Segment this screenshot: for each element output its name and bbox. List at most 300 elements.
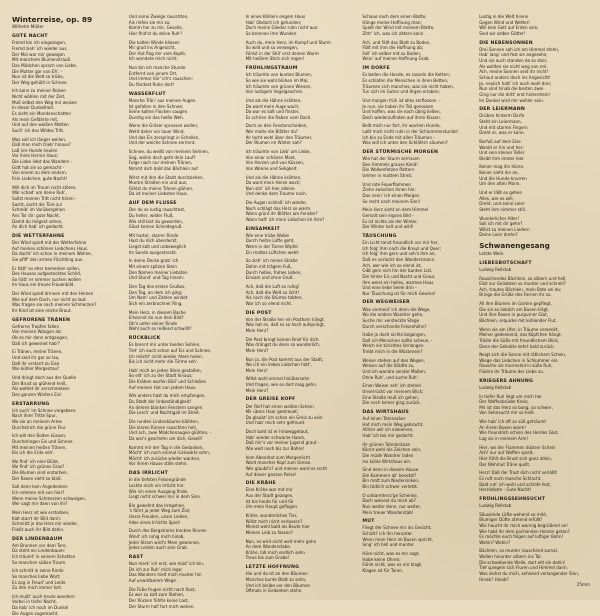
lyric-line: Oftmals in Gedanken stehn. (245, 588, 303, 594)
lyric-line: Habe keine Ohren; (362, 556, 401, 562)
lyric-line: Ei Tränen, meine Tränen, (12, 349, 63, 355)
lyric-line: Daß ich geweinet hab'? (12, 340, 60, 346)
lyric-line: Und er läßt es gehen (479, 190, 523, 195)
lyric-line: Ich träumte von grünen Wiesen, (245, 83, 312, 89)
lyric-line: Die Augen schließ' ich wieder, (245, 200, 308, 206)
lyric-line: Wer glaubt's? und meiner ward es nicht (245, 465, 328, 471)
lyric-line: An dem Wanderstabe. (245, 544, 292, 550)
lyric-line: Fremd bin ich eingezogen, (12, 40, 67, 46)
lyric-line: Fühlst du meine Tränen glühen, (128, 185, 194, 191)
lyric-line: Durchdringen Eis und Schnee (12, 438, 73, 444)
lyric-line: So wie sie wohl blühen im Mai; (245, 77, 309, 83)
lyric-line: Schmilzt je das Herz mir wieder, (12, 521, 79, 527)
lyric-line: So manches liebe Wort; (12, 573, 61, 579)
lyric-line: Erkennst du nun dein Bild? (128, 315, 184, 321)
lyric-line: Ihr grünen Totenkränze (362, 441, 410, 447)
lyric-line: Gegen Wind und Wetter! (479, 19, 530, 25)
lyric-line: Ging nur die dritt' erst hinterdrein! (479, 91, 551, 97)
lyric-line: Tret' ich auch schon auf Eis und Schnee, (128, 347, 212, 353)
lyric-line: Des ganzen Winters Eis! (12, 391, 62, 397)
lyric-line: So hätt' er nimmer suchen wollen (12, 276, 82, 282)
lyric-line: Schnee, du weißt von meinem Sehnen, (128, 148, 210, 154)
lyric-line: Mit meinen heißen Tränen, (12, 444, 67, 450)
lyric-line: Durstig ein das heiße Weh. (128, 114, 184, 120)
lyric-line: Die schwebende Welle, dort eilt sie dahin! (479, 559, 566, 565)
lyric-line: Doch bald ist er hinweggetaut, (245, 429, 309, 435)
lyric-line: Der Winter kalt und wild! (362, 224, 414, 230)
lyric-line: Fein Liebchen, gute Nacht! (12, 176, 68, 182)
lyric-line: Muntre Straßen ein und aus; (128, 180, 188, 186)
lyric-line: Wenn die Gräser sprossen wollen, (128, 123, 199, 129)
lyric-line: Als wolltet ihr zerschmelzen (12, 386, 70, 392)
lyric-line: Treue bis zum Grabe! (245, 555, 290, 561)
lyric-line: Folge nach nur meinen Tränen, (128, 160, 193, 166)
lyric-line: O unbarmherz'ge Schenke, (362, 492, 418, 498)
lyric-line: Um Nam' und Zahlen windet (128, 295, 188, 301)
lyric-line: Wie haucht ihr mich wonnig begrüßend an! (479, 522, 568, 528)
lyric-line: Ziehn zwischen ihnen hin: (362, 187, 416, 193)
lyric-line: Den Tag, an dem ich ging; (128, 289, 183, 295)
song-title: GEFRORENE TRÄNEN (12, 317, 71, 323)
lyric-line: Mein Herz? (245, 387, 269, 393)
lyric-line: Was hat es, daß es so hoch aufspringt, (245, 322, 325, 328)
lyric-line: Im Haus ein treues Frauenbild. (12, 282, 75, 288)
lyric-line: So manchen süßen Traum. (12, 559, 67, 565)
lyric-line: Am Brunnen vor dem Tore, (12, 542, 67, 548)
song-title: FRÜHLINGSSEHNSUCHT (479, 496, 546, 502)
lyric-line: Tröste die Süße mit freundlichem Blick, (479, 337, 560, 343)
lyric-line: Der Mai war mir gewogen (12, 51, 65, 57)
lyric-line: Bis ich die Erde seh'. (12, 450, 55, 456)
lyric-line: Unsre Freuden, unsre Leiden, (128, 514, 189, 520)
lyric-line: Der Wind spielt mit der Wetterfahne (12, 239, 87, 245)
lyric-line: Nun weiter denn, nur weiter, (362, 503, 422, 509)
lyric-line: Willst wohl einmal hinübersehn (245, 376, 310, 382)
lyric-line: Laßt mich nicht ruhn in der Schlummerstunde! (362, 129, 459, 135)
lyric-line: Bis ich nicht mehr die Türme seh'. (128, 359, 199, 365)
lyric-line: Hab' wieder schwarze Haare, (245, 434, 306, 440)
lyric-line: Wie hab' ich oft so süß geträumt (479, 419, 546, 425)
lyric-line: Mein Herz sieht an dem Himmel (362, 207, 429, 213)
lyric-line: Möcht' ich noch einmal rückwärts sehn, (128, 450, 211, 456)
lyric-line: Bellt mich nur fort, ihr wachen Hunde, (362, 123, 441, 129)
lyric-line: So recht nach meinem Sinn! (362, 198, 421, 204)
lyric-line: Da ich zur Ruh' mich lege; (128, 566, 183, 572)
lyric-line: Die Augen zugemacht. (12, 610, 59, 616)
lyric-line: Hab' lang' und fest sie angesehn; (479, 52, 548, 58)
lyric-line: Mein Herz? (245, 347, 269, 353)
lyric-line: Von lustigem Vogelgeschrei. (245, 89, 304, 95)
lyric-line: Doch an den Fensterscheiben, (245, 123, 308, 129)
song-title: DER LINDENBAUM (12, 536, 63, 542)
lyric-line: Ihm weist ein helles, warmes Haus (362, 279, 434, 285)
lyric-line: Hab' mich an jeden Stein gestoßen, (128, 367, 202, 373)
lyric-line: Ach, meine Sonnen seid ihr nicht! (479, 69, 549, 75)
lyric-line: Durch des Bergstroms trockne Rinnen (128, 528, 207, 534)
lyric-line: So eilt' ich zu der Stadt hinaus; (128, 373, 193, 379)
lyric-line: Auf meinen Hut von jedem Haus. (128, 384, 197, 390)
lyric-line: Ans Tor dir: gute Nacht, (12, 212, 61, 218)
lyric-line: Durch heitre Lüfte geht, (245, 238, 295, 244)
lyric-line: Flüstre ihr Träume der Liebe zu. (479, 369, 545, 375)
lyric-line: Die hinter Eis und Nacht und Graus (362, 273, 435, 279)
lyric-line: Spielt der Wind mit meinem Blatte, (362, 25, 435, 31)
lyric-line: Die Lerch' und Nachtigall im Streit. (128, 410, 201, 416)
lyric-line: Aus der Stadt gezogen, (245, 493, 294, 499)
lyric-line: Vor ihrem Hause stille stehn. (128, 461, 188, 467)
lyric-line: Was will ich unter den Schläfern säumen? (362, 140, 448, 146)
lyric-line: Lag sie in meinem Arm! (479, 436, 529, 442)
lyric-line: Die Krähen warfen Bäll' und Schloßen (128, 379, 207, 385)
lyric-line: Auf dieser ganzen Reise! (245, 471, 297, 477)
lyric-line: Einsam und ohne Gruß. (245, 275, 294, 281)
song-title: DIE NEBENSONNEN (479, 40, 533, 46)
column-2 (128, 14, 240, 609)
lyric-line: In tiefer Ruh liegt um mich her (479, 393, 542, 399)
column-3 (245, 14, 357, 594)
lyric-line: Mein treuer Wanderstab! (362, 509, 414, 515)
lyric-line: Weht daher ein lauer Wind, (128, 129, 185, 135)
lyric-line: Mir grad ins Angesicht, (128, 45, 176, 51)
lyric-line: Ich träumt' in seinem Schatten (12, 553, 76, 559)
lyric-line: So zieh' ich meine Straße (245, 258, 298, 264)
lyric-line: Da dacht' ich schon in meinem Wahne, (12, 251, 92, 257)
lyric-line: Als mein Gefährte mit, (12, 116, 59, 122)
lyric-line: Bin tödlich schwer verletzt. (362, 484, 419, 490)
lyric-line: Dahin mit trägem Fuß, (245, 264, 292, 270)
lyric-line: Suche mir versteckte Stege (362, 317, 420, 323)
lyric-line: Dreht, und seine Leier (479, 201, 525, 207)
lyric-line: Wie weit noch bis zur Bahre! (245, 446, 305, 452)
lyric-line: Noch schlägt das Herz so warm. (245, 205, 312, 211)
lyric-line: Das Mädchen sprach von Liebe, (12, 62, 78, 68)
lyric-line: Der du so lustig rauschtest, (128, 207, 186, 213)
lyric-line: Da ward mein Auge wach; (245, 103, 300, 109)
lyric-line: Eine Straße muß ich gehen, (362, 394, 420, 400)
lyric-line: Neigt sich die Sonne mit rötlichem Schein, (479, 352, 567, 358)
lyric-line: Ludwig Rellstab (479, 266, 512, 272)
lyric-line: Und fragen, wie es dort mag gehn, (245, 382, 317, 388)
lyric-line: Und auf den weißen Matten (12, 122, 69, 128)
song-title: DIE WETTERFAHNE (12, 233, 65, 239)
lyric-line: Auch du, mein Herz, im Kampf und Sturm (245, 39, 331, 45)
lyric-line: Und denke dem Traume nach. (245, 191, 307, 197)
lyric-line: Ich schnitt in seine Rinde (12, 568, 64, 574)
song-title: DIE KRÄHE (245, 481, 276, 487)
lyric-line: Gott hat sie so gemacht - (12, 164, 65, 170)
lyric-line: Die Blumen sind erstorben, (12, 470, 68, 476)
lyric-line: Durch helles, frohes Leben, (245, 269, 302, 275)
lyric-line: Und rote Feuerflammen (362, 181, 412, 187)
lyric-line: Der Reif hat einen weißen Schein (245, 403, 314, 409)
lyric-line: Sing' ich hell und munter. (362, 542, 415, 548)
lyric-line: Ludwig Rellstab (479, 384, 512, 390)
lyric-line: Der Waffenbrüder Kreis; (479, 399, 529, 405)
song-title: MUT (362, 519, 375, 525)
song-title: DAS WIRTSHAUS (362, 409, 409, 415)
lyric-line: Mit manchem Blumenstrauß. (12, 57, 72, 63)
lyric-line: Als noch die Stürme tobten, (245, 295, 303, 301)
lyric-line: Schaut andern doch ins Angesicht! (479, 74, 551, 80)
lyric-line: An dich hab' ich gedacht. (12, 224, 64, 230)
song-title: DER GREISE KOPF (245, 397, 296, 403)
lyric-line: Von Sehnsucht mir so heiß. (479, 410, 536, 416)
lyric-line: Und der weiche Schnee zerrinnt. (128, 140, 196, 146)
lyric-line: Hier find'st du deine Ruh'! (128, 30, 183, 36)
lyric-line: Ins kühle Wirtshaus ein. (362, 458, 412, 464)
lyric-line: Ich möcht' nicht wieder Atem holen, (128, 353, 203, 359)
lyric-line: Wunderlicher Alter! (479, 215, 520, 221)
lyric-line: Da ward mein Herze wach; (245, 180, 301, 186)
lyric-line: Und Stund' und Tag hinein: (128, 275, 184, 281)
lyric-line: Sollst meinen Tritt nicht hören - (12, 195, 77, 201)
lyric-line: Fremd zieh' ich wieder aus. (12, 45, 68, 51)
lyric-line: Ich träumte von Lieb' um Liebe, (245, 148, 311, 154)
lyric-line: Nun sitz' ich hier alleine (245, 185, 295, 191)
lyric-line: Laß irre Hunde heulen (12, 147, 58, 153)
lyric-line: Drei Sonnen sah ich am Himmel stehn, (479, 46, 560, 52)
lyric-line: Hier, wo der Flammen düstrer Schein (479, 444, 556, 450)
lyric-line: Doch wiederzufinden auf ihren Kissen. (362, 114, 442, 120)
lyric-line: Sag, wohin doch geht dein Lauf? (128, 154, 196, 160)
lyric-line: Zu ihm mich immer fort. (12, 585, 63, 591)
lyric-line: Und dringt doch aus der Quelle (12, 374, 77, 380)
lyric-line: Wo sie an meinem Arme (12, 418, 63, 424)
lyric-line: Weisen auf die Städte zu, (362, 363, 415, 369)
lyric-line: Ihr Kind ist eine reiche Braut. (12, 308, 72, 314)
lyric-line: Es ruft noch manche Schlacht. (479, 475, 542, 481)
lyric-line: Unverrückt vor meinem Blick; (362, 388, 424, 394)
lyric-line: Nun sind hinab die besten zwei. (479, 86, 545, 92)
lyric-line: Fühle nicht, was es mir klagt, (362, 562, 423, 568)
columns (12, 14, 590, 616)
lyric-line: Es schrien die Raben vom Dach. (245, 114, 312, 120)
lyric-line: Bächlein, erquicke mit kühlender Flut. (479, 317, 557, 323)
lyric-line: Und sein kleiner Teller (479, 150, 525, 156)
lyric-line: Des Hauses aufgestecktes Schild, (12, 271, 82, 277)
lyric-line: Um den alten Mann. (479, 181, 521, 187)
lyric-line: Das nenn' ich einen Morgen (362, 193, 420, 198)
lyric-line: Vorbei in tiefer Nacht, (12, 599, 57, 605)
lyric-line: Willst mich nicht verlassen? (245, 518, 303, 524)
lyric-line: Je nun, sie haben ihr Teil genossen (362, 103, 434, 109)
lyric-line: Es brennt mir unter beiden Sohlen, (128, 342, 201, 348)
lyric-line: Ein Licht tanzt freundlich vor mir her, (362, 240, 439, 246)
lyric-line: Eine Krähe war mit mir (245, 487, 293, 493)
lyric-line: Und als die Hähne krähten, (245, 174, 302, 180)
lyric-line: Und das Eis zerspringt in Schollen, (128, 134, 200, 140)
song-title: IM DORFE (362, 66, 390, 72)
lyric-line: Mein Herz, in diesem Bache (128, 309, 186, 315)
lyric-line: Gefrorne Tropfen fallen (12, 323, 60, 329)
lyric-line: Mit harter, starrer Rinde (128, 232, 179, 238)
lyric-line: Ach, daß die Welt so licht! (245, 289, 299, 295)
lyric-line: So brennen ihre Wunden. (245, 30, 298, 36)
lyric-line: Komm her zu mir, Geselle, (128, 25, 184, 31)
lyric-line: Blumiger Düfte atmend erfüllt! (479, 517, 543, 523)
song-title: RAST (128, 554, 144, 560)
song-title: FRÜHLINGSTRAUM (245, 66, 298, 72)
lyric-line: Und ihre Rosen in purpurner Glut, (479, 312, 549, 318)
lyric-line: Es war zu kalt zum Stehen, (128, 592, 185, 598)
lyric-line: Welch ein törichtes Verlangen (362, 343, 424, 349)
lyric-line: Doch weisest du mich ab? (362, 498, 416, 504)
lyric-line: Fliegt der Schnee mir ins Gesicht, (362, 525, 432, 531)
lyric-line: Bin gewohnt das Irregehen, (128, 502, 186, 508)
lyric-line: Wie anders hast du mich empfangen, (128, 393, 206, 399)
lyric-line: Die Kammern all' besetzt? (362, 472, 417, 478)
lyric-line: Ob es mir denn entgangen, (12, 335, 69, 341)
lyric-line: Es zieht ein Mondenschatten (12, 110, 72, 116)
lyric-line: Vor ihres Herren Haus; (12, 153, 59, 159)
lyric-line: Sind denn in diesem Hause (362, 467, 419, 473)
lyric-line: Nach ihrer Tritte Spur, (12, 413, 58, 419)
lyric-line: Und ich bleibe vor den Bäumen (245, 582, 311, 588)
song-title: LETZTE HOFFNUNG (245, 565, 300, 571)
column-1 (12, 14, 123, 616)
lyric-line: Und immer hör' ich's rauschen: (128, 76, 193, 82)
lyric-line: Durchstrich die grüne Flur. (12, 424, 67, 430)
lyric-line: Kalt starrt ihr Bild darin: (12, 515, 62, 521)
lyric-line: Lustig in die Welt hinein (479, 14, 529, 19)
lyric-line: Muß selbst den Weg mir weisen (12, 99, 78, 105)
lyric-line: Doch meine Glieder ruhn nicht aus: (245, 25, 319, 31)
lyric-line: Krähe, wunderliches Tier, (245, 512, 298, 518)
lyric-line: Um mein Haupt geflogen. (245, 504, 299, 510)
song-title: TÄUSCHUNG (362, 233, 397, 239)
lyric-line: Im Dunkel wird mir wohler sein. (479, 97, 545, 103)
lyric-line: Von Wonne und Seligkeit. (245, 165, 298, 171)
page-number: 25mm (576, 582, 590, 588)
lyric-line: Nun bin ich manche Stunde (128, 65, 186, 71)
lyric-line: Möcht' ich zurücke wieder wanken, (128, 455, 201, 461)
lyric-line: Alles, wie es will, (479, 195, 514, 201)
lyric-line: Daß es verlockt den Wandersmann. (362, 256, 436, 262)
lyric-line: Als wollten sie nicht weg von mir. (479, 63, 548, 69)
lyric-line: Liegst kalt und unbeweglich (128, 244, 187, 250)
lyric-line: Ein mattes Lüftchen weht: (245, 249, 300, 255)
lyric-line: Von einer schönen Maid, (245, 154, 296, 160)
cycle-title: Schwanengesang (479, 241, 550, 251)
lyric-line: Ward mancher Kopf zum Greise. (245, 460, 312, 466)
lyric-line: Und seid ihr gar so lau, (12, 355, 60, 361)
lyric-line: All ihre Blumen im Garten gepflegt, (479, 301, 552, 307)
lyric-line: Lockte mich ein Irrlicht hin: (128, 482, 185, 488)
song-title: LIEBESBOTSCHAFT (479, 260, 532, 266)
lyric-line: Wenn meine Schmerzen schweigen, (12, 495, 87, 501)
lyric-line: Tun sich im Guten und Argen erlaben; (362, 89, 440, 95)
song-title: DIE POST (245, 310, 272, 316)
lyric-line: Wenn mein Herz im Busen spricht, (362, 536, 434, 542)
lyric-line: War ich so elend nicht. (245, 300, 293, 306)
lyric-line: Was fragen sie nach meinen Schmerzen? (12, 302, 97, 308)
lyric-line: Manches bunte Blatt zu sehn, (245, 576, 307, 582)
page-title: Winterreise, op. 89 (12, 15, 93, 24)
lyric-line: Säuselnde Lüfte wehend so mild, (479, 511, 547, 517)
lyric-line: Mein Herz ist wie erstorben, (12, 509, 70, 515)
lyric-line: Schaue nach dem einen Blatte, (362, 14, 427, 19)
lyric-line: Steht ein Leiermann, (479, 118, 522, 124)
lyric-line: Jedes Leiden auch sein Grab. (128, 545, 189, 551)
lyric-line: Fließt auch ihr Bild dahin. (12, 526, 65, 532)
lyric-line: Damit du mögest sehen, (12, 218, 63, 224)
lyric-line: Wohin? Wohin? (479, 539, 511, 545)
lyric-line: Er hätt' es eher bemerken sollen, (12, 265, 81, 271)
lyric-line: Wollen hinunter silbern ins Tal. (479, 554, 542, 560)
lyric-line: Der Wehmut Träne quillt. (479, 461, 531, 467)
lyric-line: Wie hat der Sturm zerrissen (362, 156, 420, 162)
lyric-line: Einen Weiser seh' ich stehen (362, 383, 422, 389)
song-title: GUTE NACHT (12, 34, 48, 40)
lyric-line: Von der Straße her ein Posthorn klingt. (245, 316, 325, 322)
lyric-line: Bin matt zum Niedersinken, (362, 478, 420, 484)
lyric-line: Ich kann zu meiner Reisen (12, 88, 66, 94)
lyric-line: In die tiefsten Felsengründe (128, 477, 186, 483)
lyric-line: Liegt nicht schwer mir in dem Sinn. (128, 494, 202, 500)
lyric-line: Da steht ein Lindenbaum: (12, 548, 66, 554)
lyric-line: Ich folg' ihm nach die Kreuz und Quer; (362, 245, 442, 251)
lyric-line: Schreib' im Vorübergehen (12, 207, 65, 213)
lyric-line: Seine kalten Flocken saugen (128, 109, 188, 115)
lyric-line: Herz! Daß der Trost dich nicht verläßt! (479, 470, 558, 476)
lyric-line: Daß man mich trieb' hinaus? (12, 142, 71, 148)
lyric-line: Wankt er hin und her; (479, 144, 524, 150)
lyric-line: Auf einen Totenacker (362, 416, 406, 422)
cycle-subtitle: Letzte Werk (479, 251, 504, 257)
lyric-line: Den Namen meiner Liebsten (128, 269, 188, 275)
lyric-line: Du fändest Ruhe dort! (128, 82, 175, 88)
lyric-line: Die sie so lieblich am Busen trägt, (479, 306, 550, 312)
lyric-line: Ich folg' ihm gern und seh's ihm an, (362, 251, 436, 257)
lyric-line: Da war's geschehn um dich, Gesell! (128, 435, 203, 441)
lyric-line: Dreht er, was er kann. (479, 130, 525, 136)
lyric-line: Wo find' ich eine Blüte, (12, 458, 60, 464)
lyric-line: Gibt gern sich hin der bunten List, (362, 268, 433, 274)
lyric-line: Wann grünt ihr Blätter am Fenster? (245, 211, 318, 217)
lyric-line: Wohl auch so reißend schwillt? (128, 326, 192, 332)
lyric-line: In dieser Dunkelheit. (12, 105, 55, 111)
lyric-line: Wenn in der Tanne Wipfel (245, 244, 298, 250)
lyric-line: Es bellen die Hunde, es rasseln die Ketten; (362, 72, 450, 78)
lyric-line: Eilst zur Geliebten so munter und schnell? (479, 281, 566, 287)
song-title: RÜCKBLICK (128, 336, 161, 342)
lyric-line: Willst zu meinen Liedern (479, 226, 530, 232)
lyric-line: Daß ihr erstarrt zu Eise (12, 360, 60, 366)
song-title: KRIEGERS AHNUNG (479, 378, 534, 384)
lyric-line: Du Stadt der Unbeständigkeit! (128, 399, 192, 405)
lyric-line: Hinab? Hinab? (479, 576, 509, 582)
lyric-line: Wie auf dem Dach, nur nicht so laut. (12, 296, 88, 302)
lyric-line: Meiner gedenkend, das Köpfchen hängt, (479, 332, 562, 338)
lyric-line: Hie und da ist an den Bäumen (245, 571, 308, 577)
lyric-line: Ach, wer wie ich so elend ist, (362, 262, 422, 268)
lyric-line: Nun ist die Welt so trübe, (12, 74, 64, 80)
lyric-line: Ich such' im Schnee vergebens (12, 407, 76, 413)
lyric-line: Such' ich des Wildes Tritt. (12, 127, 65, 133)
lyric-line: Die Mutter gar von Eh', - (12, 68, 63, 74)
lyric-line: Soll denn kein Angedenken (12, 484, 68, 490)
lyric-line: Sie pfiff' den armen Flüchtling aus. (12, 256, 84, 262)
lyric-line: Wo find' ich grünes Gras? (12, 464, 65, 470)
lyric-line: Du heller, wilder Fluß, (128, 212, 174, 218)
lyric-line: Wo ich ein liebes Liebchen hatt', (245, 362, 312, 368)
lyric-line: Mein Herz? (245, 327, 269, 333)
lyric-line: Bleibt ihm immer leer. (479, 155, 525, 161)
lyric-line: Hab' ich bei mir gedacht. (362, 432, 414, 438)
song-title: AUF DEM FLUSSE (128, 201, 177, 207)
lyric-line: In eines Köhlers engem Haus (245, 14, 306, 19)
lyric-line: Und ach, zwei Mädchenaugen glühten, - (128, 430, 212, 436)
